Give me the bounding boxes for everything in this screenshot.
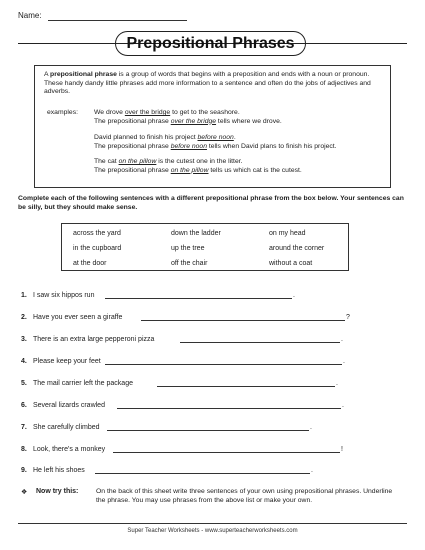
question-end: . [311, 467, 313, 474]
name-label: Name: [18, 11, 42, 20]
question-end: ! [341, 446, 343, 453]
question-end: . [310, 424, 312, 431]
question-end: . [343, 358, 345, 365]
answer-line[interactable] [180, 342, 340, 343]
question-number: 2. [21, 314, 27, 321]
diamond-bullet-icon: ❖ [21, 489, 28, 496]
question-end: . [341, 336, 343, 343]
question-text: I saw six hippos run [33, 292, 95, 299]
phrase-item: without a coat [269, 260, 313, 267]
answer-line[interactable] [141, 320, 345, 321]
question-text: He left his shoes [33, 467, 85, 474]
phrase-item: off the chair [171, 260, 208, 267]
question-text: There is an extra large pepperoni pizza [33, 336, 155, 343]
answer-line[interactable] [113, 452, 340, 453]
question-end: . [293, 292, 295, 299]
phrase-item: in the cupboard [73, 245, 122, 252]
question-number: 3. [21, 336, 27, 343]
phrase-item: across the yard [73, 230, 121, 237]
answer-line[interactable] [117, 408, 341, 409]
answer-line[interactable] [105, 364, 342, 365]
question-text: The mail carrier left the package [33, 380, 133, 387]
name-line[interactable] [48, 20, 187, 21]
question-end: . [342, 402, 344, 409]
question-number: 6. [21, 402, 27, 409]
try-this-text: On the back of this sheet write three sentences of your own using prepositional phrases. Underline the phrase. You may use phrases from the above list or make your own. [96, 488, 393, 504]
phrase-item: down the ladder [171, 230, 221, 237]
question-number: 7. [21, 424, 27, 431]
question-text: Have you ever seen a giraffe [33, 314, 123, 321]
question-end: . [336, 380, 338, 387]
definition-text: A prepositional phrase is a group of words that begins with a preposition and ends with a noun or pronoun. These handy dandy little phrases add more information to a sentence and often do the jobs of adjectives and adverbs. [44, 71, 371, 96]
question-text: Several lizards crawled [33, 402, 105, 409]
answer-line[interactable] [105, 298, 292, 299]
answer-line[interactable] [157, 386, 335, 387]
question-text: Look, there's a monkey [33, 446, 106, 453]
example-3: The cat on the pillow is the cutest one in the litter. The prepositional phrase on the pillow tells us which cat is the cutest. [94, 158, 302, 174]
example-1: We drove over the bridge to get to the seashore. The prepositional phrase over the bridge tells where we drove. [94, 109, 282, 125]
question-text: She carefully climbed [33, 424, 100, 431]
question-number: 4. [21, 358, 27, 365]
phrase-item: on my head [269, 230, 306, 237]
try-this-label: Now try this: [36, 488, 79, 495]
phrase-item: at the door [73, 260, 107, 267]
phrase-item: around the corner [269, 245, 325, 252]
phrase-item: up the tree [171, 245, 205, 252]
footer: Super Teacher Worksheets - www.superteacherworksheets.com [127, 528, 298, 534]
question-number: 8. [21, 446, 27, 453]
examples-label: examples: [47, 109, 78, 116]
question-number: 9. [21, 467, 27, 474]
question-number: 1. [21, 292, 27, 299]
answer-line[interactable] [107, 430, 309, 431]
page-title: Prepositional Phrases [115, 31, 306, 56]
example-2: David planned to finish his project before noon. The prepositional phrase before noon tells when David plans to finish his project. [94, 134, 337, 150]
question-end: ? [346, 314, 350, 321]
footer-rule [18, 523, 407, 524]
instructions: Complete each of the following sentences with a different prepositional phrase from the box below. Your sentences can be silly, but they should make sense. [18, 195, 404, 211]
question-text: Please keep your feet [33, 358, 101, 365]
definition-term: prepositional phrase [50, 71, 117, 78]
question-number: 5. [21, 380, 27, 387]
answer-line[interactable] [95, 473, 310, 474]
